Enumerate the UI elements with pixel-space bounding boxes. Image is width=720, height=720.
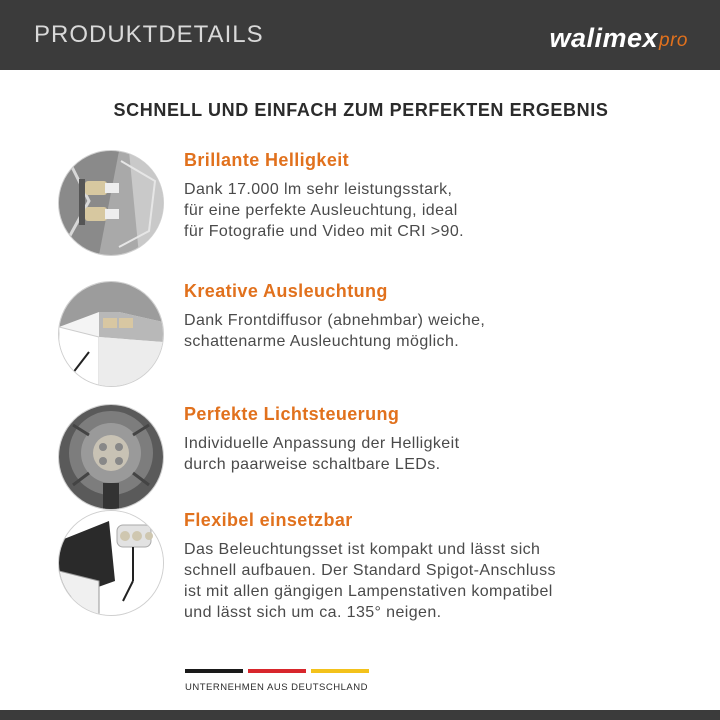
feature-line: für Fotografie und Video mit CRI >90. [184,223,464,240]
feature-line: Das Beleuchtungsset ist kompakt und lässt sich [184,541,541,558]
feature-image-lamp-head [58,404,164,510]
page-title: PRODUKTDETAILS [34,21,264,48]
feature-line: durch paarweise schaltbare LEDs. [184,456,441,473]
feature-description [184,179,664,242]
feature-title: Kreative Ausleuchtung [184,281,388,301]
made-in-germany-tagline: UNTERNEHMEN AUS DEUTSCHLAND [185,682,368,693]
feature-line: Individuelle Anpassung der Helligkeit [184,435,460,452]
flag-stripe-gold [311,669,369,673]
feature-image-softbox-diffusor [58,281,164,387]
feature-line: und lässt sich um ca. 135° neigen. [184,604,442,621]
brand-logo [549,18,688,54]
feature-line: schattenarme Ausleuchtung möglich. [184,333,460,350]
brand-suffix: pro [659,30,688,51]
feature-title: Brillante Helligkeit [184,150,350,170]
brand-name: walimex [549,23,659,53]
flag-stripe-red [248,669,306,673]
feature-description [184,310,664,352]
feature-line: Dank 17.000 lm sehr leistungsstark, [184,181,453,198]
headline: SCHNELL UND EINFACH ZUM PERFEKTEN ERGEBNIS [113,100,609,120]
flag-stripe-black [185,669,243,673]
feature-line: Dank Frontdiffusor (abnehmbar) weiche, [184,312,486,329]
feature-line: für eine perfekte Ausleuchtung, ideal [184,202,458,219]
feature-title: Perfekte Lichtsteuerung [184,404,400,424]
header-bar [0,0,720,70]
feature-image-lamp-sockets [58,150,164,256]
german-flag-stripes [185,669,369,673]
feature-image-softbox-set [58,510,164,616]
feature-description [184,433,664,475]
feature-line: schnell aufbauen. Der Standard Spigot-Anschluss [184,562,556,579]
footer-bar [0,710,720,720]
feature-line: ist mit allen gängigen Lampenstativen kompatibel [184,583,553,600]
feature-title: Flexibel einsetzbar [184,510,353,530]
feature-description [184,539,664,623]
